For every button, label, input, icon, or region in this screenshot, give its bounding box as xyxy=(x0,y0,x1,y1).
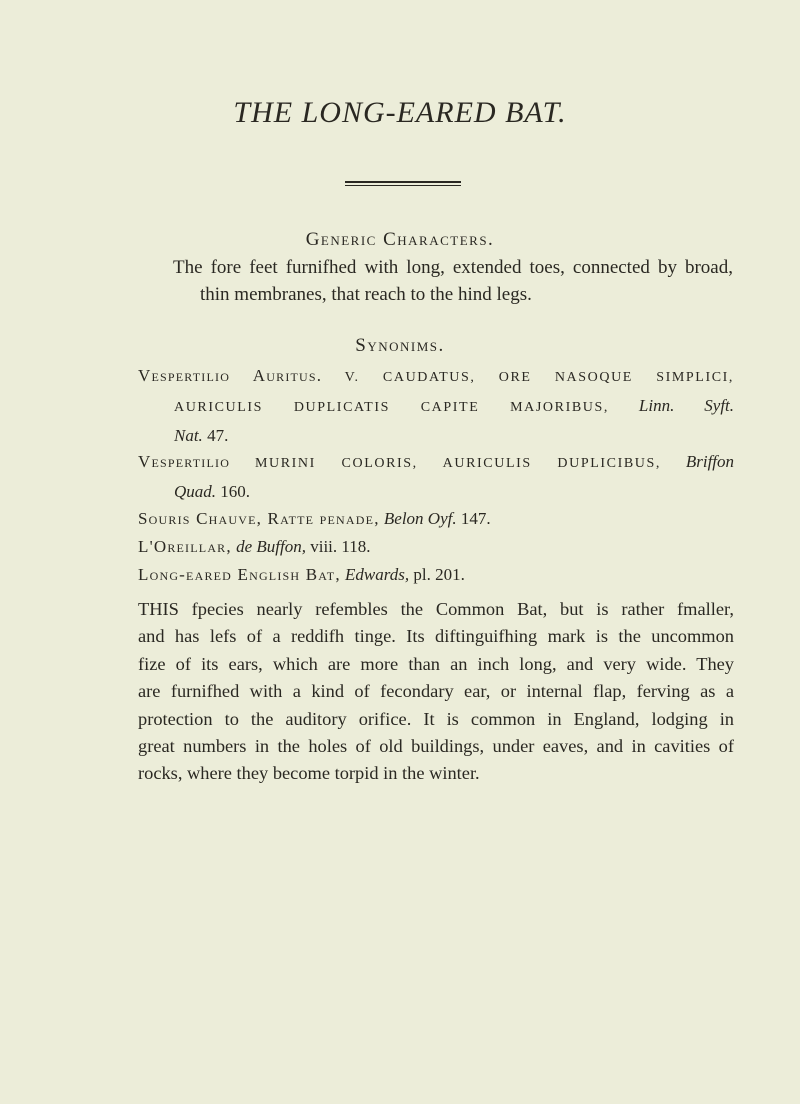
paragraph-line: protection to the auditory orifice. It is common in England, lodging in xyxy=(138,708,734,729)
synonim-reference: Belon Oyf. xyxy=(383,509,457,528)
synonim-entry-brisson xyxy=(138,448,734,506)
synonim-name: Vespertilio Auritus. xyxy=(138,366,323,385)
synonim-reference: Linn. Syft. xyxy=(638,396,735,415)
synonim-page-number: viii. 118. xyxy=(310,537,371,556)
title-rule-thin xyxy=(345,185,461,186)
generic-characters-heading: Generic Characters. xyxy=(305,229,495,250)
synonim-description: MURINI COLORIS, AURICULIS DUPLICIBUS, xyxy=(254,456,661,471)
synonim-page-number: 160. xyxy=(220,482,251,501)
generic-line-1: The fore feet furnifhed with long, extended toes, connected by broad, xyxy=(173,257,733,278)
synonim-name: L'Oreillar, xyxy=(138,537,232,556)
synonims-heading: Synonims. xyxy=(355,335,445,356)
paragraph-line: are furnifhed with a kind of fecondary ear, or internal flap, ferving as a xyxy=(138,681,734,702)
synonim-name: Long-eared English Bat, xyxy=(138,565,341,584)
synonim-page-number: 147. xyxy=(460,509,491,528)
synonim-description-cont: AURICULIS DUPLICATIS CAPITE MAJORIBUS, xyxy=(174,400,609,415)
paragraph-line: rocks, where they become torpid in the winter. xyxy=(138,763,480,784)
synonim-page-number: 47. xyxy=(207,426,229,445)
synonim-reference: Briffon xyxy=(685,452,735,471)
synonim-description: V. CAUDATUS, ORE NASOQUE SIMPLICI, xyxy=(344,370,735,385)
paragraph-line: fize of its ears, which are more than an inch long, and very wide. They xyxy=(138,653,734,674)
paragraph-line: and has lefs of a reddifh tinge. Its diftinguifhing mark is the uncommon xyxy=(138,626,734,647)
synonim-entry-linnaeus xyxy=(138,362,734,450)
generic-characters-text xyxy=(173,254,733,308)
synonim-reference-cont: Quad. xyxy=(174,482,217,501)
synonim-page-number: pl. 201. xyxy=(413,565,465,584)
synonim-entry-belon xyxy=(138,505,734,533)
paragraph-line: THIS fpecies nearly refembles the Common Bat, but is rather fmaller, xyxy=(138,599,734,619)
page-title: THE LONG-EARED BAT. xyxy=(233,96,567,129)
generic-line-2: thin membranes, that reach to the hind legs. xyxy=(200,284,532,305)
synonim-name: Souris Chauve, Ratte penade, xyxy=(138,509,380,528)
synonim-reference: Edwards, xyxy=(345,565,410,584)
synonim-name: Vespertilio xyxy=(138,452,231,471)
synonim-reference-cont: Nat. xyxy=(174,426,203,445)
synonim-entry-buffon xyxy=(138,533,734,561)
synonim-reference: de Buffon, xyxy=(236,537,306,556)
description-paragraph xyxy=(138,596,734,788)
synonim-entry-edwards xyxy=(138,561,734,589)
title-rule-thick xyxy=(345,181,461,183)
paragraph-line: great numbers in the holes of old buildings, under eaves, and in cavities of xyxy=(138,736,734,757)
